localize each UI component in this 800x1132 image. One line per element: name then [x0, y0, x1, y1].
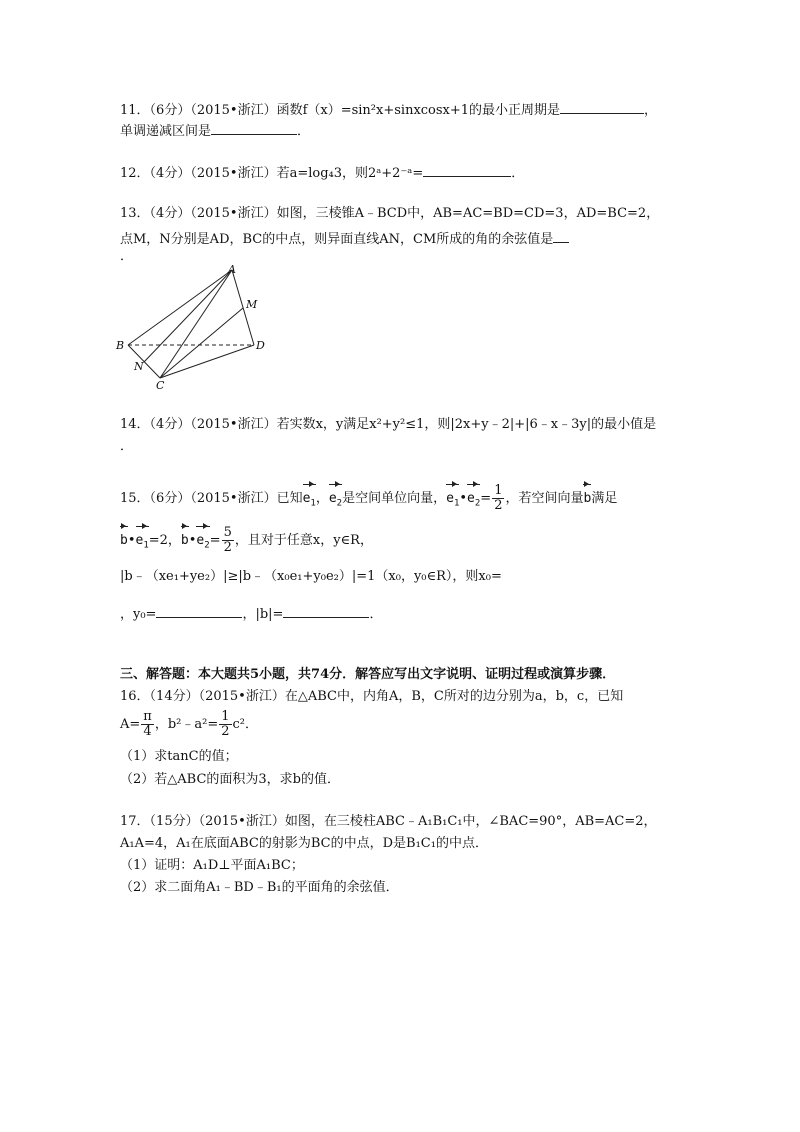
e2b-letter: e [467, 491, 475, 506]
b3-letter: b [180, 533, 189, 548]
q16-b-eq: ，b²﹣a²= [154, 717, 219, 732]
q13-blank [553, 229, 569, 243]
label-d: D [256, 339, 265, 352]
e2-letter: e [328, 491, 337, 506]
label-b: B [116, 339, 125, 352]
vector-e1c [136, 529, 149, 558]
q12-punct: ． [511, 166, 525, 181]
q16-a-eq: A= [120, 717, 141, 732]
edge-cd [160, 345, 254, 378]
q17-line2: A₁A=4，A₁在底面ABC的射影为BC的中点，D是B₁C₁的中点． [120, 836, 488, 851]
vector-e2b [467, 487, 480, 516]
q17-line1: 17．（15分）（2015•浙江）如图，在三棱柱ABC﹣A₁B₁C₁中，∠BAC=90°，AB=AC=2， [120, 814, 657, 829]
e1b-sub: 1 [453, 498, 460, 509]
q16-part2: （2）若△ABC的面积为3，求b的值． [120, 772, 340, 787]
q14-line1: 14．（4分）（2015•浙江）若实数x，y满足x²+y²≤1，则|2x+y﹣2|+|6﹣x﹣3y|的最小值是 [120, 417, 657, 432]
edge-ab [128, 270, 232, 345]
q16-part1: （1）求tanC的值； [120, 749, 238, 764]
segment-cm [160, 308, 243, 378]
eq-sign2: = [209, 533, 221, 548]
fraction-half [492, 484, 504, 513]
label-n: N [134, 360, 144, 373]
dot-op2: • [127, 533, 136, 548]
b2-letter: b [120, 533, 128, 548]
q15-b-label: ，|b|= [242, 607, 284, 622]
q11-line1 [120, 100, 657, 120]
q15-text2: 是空间单位向量， [342, 491, 447, 506]
q15-text1: 15．（6分）（2015•浙江）已知 [120, 491, 303, 506]
q13-text2: 点M，N分别是AD，BC的中点，则异面直线AN，CM所成的角的余弦值是 [120, 232, 554, 247]
vector-b [583, 487, 591, 511]
edge-ac [160, 270, 232, 378]
q16-line1: 16．（14分）（2015•浙江）在△ABC中，内角A，B，C所对的边分别为a，b，c，已知 [120, 689, 624, 704]
q17-part1: （1）证明：A₁D⊥平面A₁BC； [120, 858, 304, 873]
q15-y0-label: ，y₀= [120, 607, 157, 622]
e2-sub: 2 [336, 498, 343, 509]
q12-blank [423, 163, 511, 177]
q11-blank-interval [211, 121, 297, 135]
q17-part2: （2）求二面角A₁﹣BD﹣B₁的平面角的余弦值． [120, 880, 399, 895]
fraction-half-q16 [219, 710, 231, 739]
q11-punct2: ． [297, 124, 311, 139]
vector-b3 [181, 529, 189, 553]
q15-text6: ，且对于任意x，y∈R， [234, 533, 373, 548]
q11-blank-period [560, 100, 644, 114]
tetrahedron-figure [112, 262, 272, 392]
vector-e1b [446, 487, 459, 516]
q15-blank-y0 [156, 604, 242, 618]
q15-line1: 15．（6分）（2015•浙江）已知$e_1$，$e_2$是空间单位向量，$e_1•e_2=$ $\frac{1}{2}$ ，若空间向量b满足 [120, 484, 617, 516]
label-c: C [156, 379, 165, 392]
e1c-sub: 1 [143, 540, 149, 551]
vector-e1 [303, 487, 316, 516]
pi-num: π [143, 709, 152, 724]
e2b-sub: 2 [474, 498, 481, 509]
fraction-pi-over-4 [141, 710, 154, 739]
q13-line3: ． [120, 249, 134, 264]
q15-line4 [120, 604, 382, 624]
five-num: 5 [223, 525, 232, 540]
segment-an [144, 270, 232, 362]
half-num: 1 [494, 483, 503, 498]
vector-e2 [329, 487, 342, 516]
e1b-letter: e [446, 491, 454, 506]
q12-text: 12．（4分）（2015•浙江）若a=log₄3，则2ᵃ+2⁻ᵃ= [120, 166, 424, 181]
half-den: 2 [494, 498, 503, 513]
q15-text3: ，若空间向量 [505, 491, 584, 506]
q13-line1: 13．（4分）（2015•浙江）如图，三棱锥A﹣BCD中，AB=AC=BD=CD=3，AD=BC=2， [120, 206, 660, 221]
q11-text: 11．（6分）（2015•浙江）函数f（x）=sin²x+sinxcosx+1的最小正周期是 [120, 103, 561, 118]
q11-punct: ， [644, 103, 658, 118]
dot-op: • [459, 491, 468, 506]
q15-blank-b [283, 604, 369, 618]
eq-sign: = [480, 491, 492, 506]
e1-sub: 1 [310, 498, 316, 509]
e1c-letter: e [135, 533, 144, 548]
vector-e2c [196, 529, 209, 558]
label-a: A [228, 263, 236, 276]
q16-half-num: 1 [221, 709, 230, 724]
q16-half-den: 2 [221, 724, 230, 739]
b-letter: b [583, 491, 592, 506]
q16-line2 [120, 710, 258, 740]
q15-line2 [120, 526, 373, 558]
e2c-sub: 2 [204, 540, 210, 551]
q11-text2: 单调递减区间是 [120, 124, 212, 139]
q13-line2 [120, 229, 569, 249]
e1-letter: e [302, 491, 311, 506]
fraction-five-halves [222, 526, 234, 555]
label-m: M [246, 298, 258, 311]
q11-line2 [120, 121, 310, 141]
q15-punct: ． [369, 607, 383, 622]
q12-line [120, 163, 524, 183]
q15-line3: |b﹣（xe₁+ye₂）|≥|b﹣（x₀e₁+y₀e₂）|=1（x₀，y₀∈R），则x₀= [120, 569, 502, 584]
section-title: 三、解答题：本大题共5小题，共74分．解答应写出文字说明、证明过程或演算步骤． [120, 667, 616, 682]
q15-text4: 满足 [591, 491, 618, 506]
dot-op3: • [188, 533, 197, 548]
vector-b2 [120, 529, 128, 553]
q14-line2: ． [120, 439, 134, 454]
pi-den: 4 [143, 724, 152, 739]
five-den: 2 [223, 540, 232, 555]
q16-c2: c²． [232, 717, 258, 732]
e2c-letter: e [196, 533, 205, 548]
q15-text5: =2， [148, 533, 181, 548]
